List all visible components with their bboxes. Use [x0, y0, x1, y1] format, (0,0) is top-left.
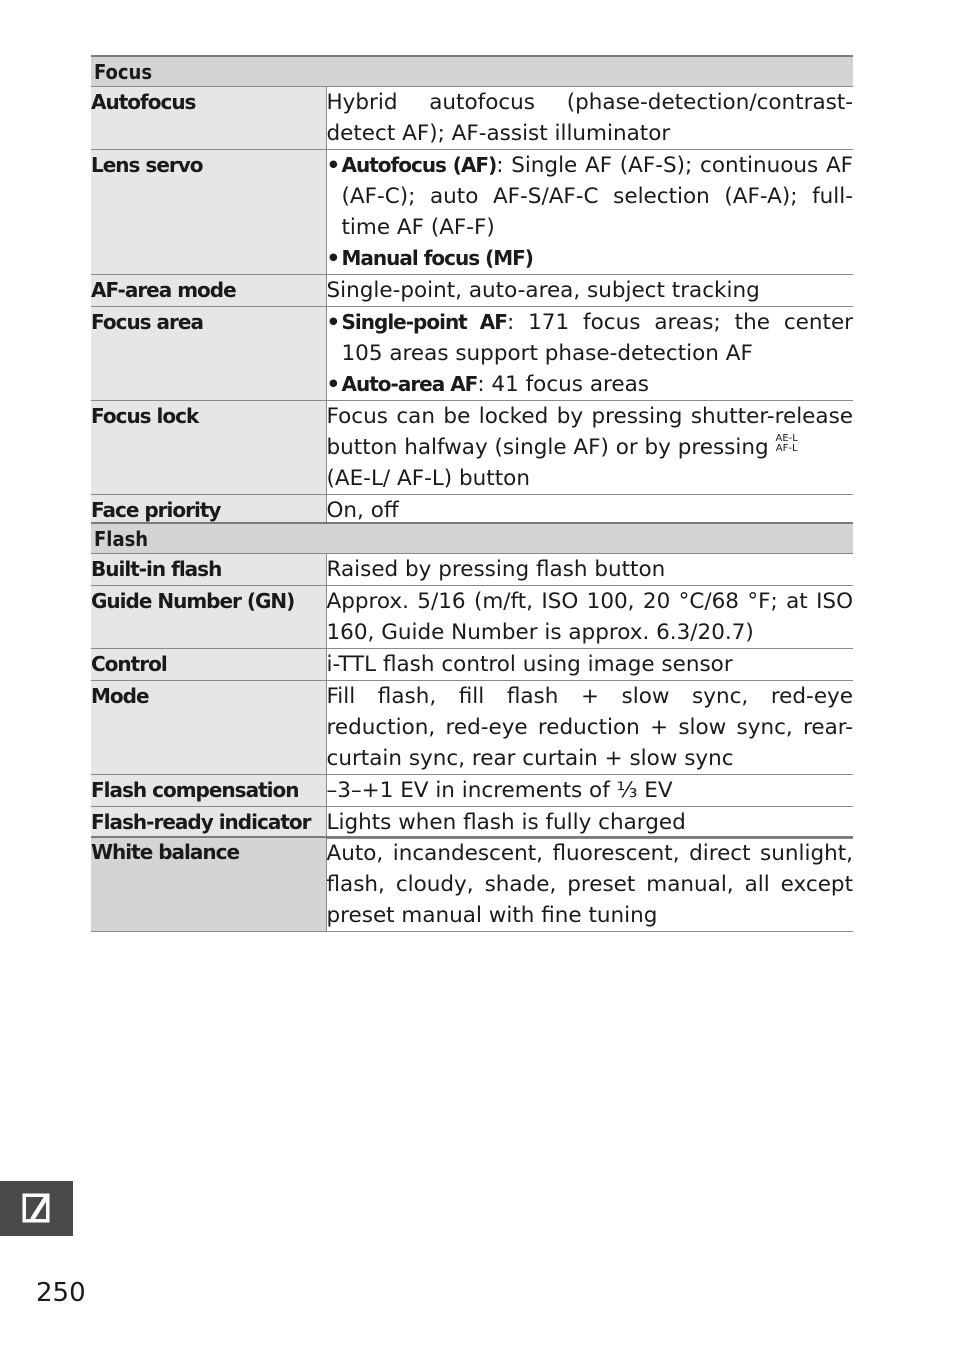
ae-l-af-l-button-icon	[775, 434, 797, 454]
flash-spec-table	[91, 522, 853, 839]
bullet-text: : Single AF (AF-S); continuous AF (AF-C); auto AF-S/AF-C selection (AF-A); full-time AF (AF-F)	[341, 153, 854, 240]
spec-value: Lights when flash is fully charged	[326, 807, 853, 839]
bullet-item	[327, 150, 854, 243]
bullet-text: : 41 focus areas	[477, 372, 649, 397]
spec-label: Mode	[91, 681, 326, 775]
notes-pen-icon	[19, 1188, 55, 1230]
spec-row-autofocus	[91, 87, 853, 150]
focus-lock-text: Focus can be locked by pressing shutter-release button halfway (single AF) or by pressing	[326, 404, 854, 460]
spec-label: Flash-ready indicator	[91, 807, 326, 839]
section-tab	[0, 1181, 73, 1236]
spec-label: Lens servo	[91, 150, 326, 275]
spec-value	[326, 307, 853, 401]
spec-value: On, off	[326, 495, 853, 527]
spec-row-flash-compensation	[91, 775, 853, 807]
bullet-item	[327, 307, 854, 369]
focus-spec-table	[91, 55, 853, 527]
spec-row-lens-servo	[91, 150, 853, 275]
spec-row-control	[91, 649, 853, 681]
spec-label: Control	[91, 649, 326, 681]
spec-value: –3–+1 EV in increments of ⅓ EV	[326, 775, 853, 807]
bullet-term: Single-point AF	[341, 310, 507, 334]
spec-value	[326, 150, 853, 275]
white-balance-spec-table	[91, 836, 853, 932]
bullet-term: Autofocus (AF)	[341, 153, 497, 177]
bullet-item	[327, 369, 854, 400]
spec-label: Focus lock	[91, 401, 326, 495]
section-title-white-balance: White balance	[91, 837, 326, 932]
icon-label-bottom: AF-L	[775, 443, 798, 454]
spec-value	[326, 401, 853, 495]
spec-label: Flash compensation	[91, 775, 326, 807]
bullet-term: Auto-area AF	[341, 372, 478, 396]
icon-label-top: AE-L	[775, 433, 798, 444]
spec-row-focus-area	[91, 307, 853, 401]
focus-lock-text-end: (AE-L/ AF-L) button	[326, 466, 530, 491]
spec-row-white-balance	[91, 837, 853, 932]
bullet-term: Manual focus (MF)	[341, 246, 533, 270]
bullet-text: : 171 focus areas; the center 105 areas support phase-detection AF	[341, 310, 854, 366]
spec-value: Approx. 5/16 (m/ft, ISO 100, 20 °C/68 °F; at ISO 160, Guide Number is approx. 6.3/20.7)	[326, 586, 853, 649]
spec-label: AF-area mode	[91, 275, 326, 307]
spec-value: Auto, incandescent, fluorescent, direct sunlight, flash, cloudy, shade, preset manual, all except preset manual with fine tuning	[326, 837, 853, 932]
spec-label: Focus area	[91, 307, 326, 401]
spec-label: Built-in flash	[91, 554, 326, 586]
spec-row-guide-number	[91, 586, 853, 649]
spec-label: Guide Number (GN)	[91, 586, 326, 649]
spec-label: Face priority	[91, 495, 326, 527]
spec-value: Raised by pressing flash button	[326, 554, 853, 586]
page-number: 250	[36, 1278, 86, 1308]
spec-row-flash-ready-indicator	[91, 807, 853, 839]
spec-row-af-area-mode	[91, 275, 853, 307]
spec-row-focus-lock	[91, 401, 853, 495]
spec-value: i-TTL flash control using image sensor	[326, 649, 853, 681]
spec-value: Single-point, auto-area, subject tracking	[326, 275, 853, 307]
spec-row-built-in-flash	[91, 554, 853, 586]
spec-value: Hybrid autofocus (phase-detection/contrast-detect AF); AF-assist illuminator	[326, 87, 853, 150]
section-title-flash: Flash	[91, 523, 853, 554]
section-title-focus: Focus	[91, 56, 853, 87]
bullet-item	[327, 243, 854, 274]
spec-label: Autofocus	[91, 87, 326, 150]
spec-value: Fill flash, fill flash + slow sync, red-eye reduction, red-eye reduction + slow sync, rear-curtain sync, rear curtain + slow sync	[326, 681, 853, 775]
spec-row-mode	[91, 681, 853, 775]
